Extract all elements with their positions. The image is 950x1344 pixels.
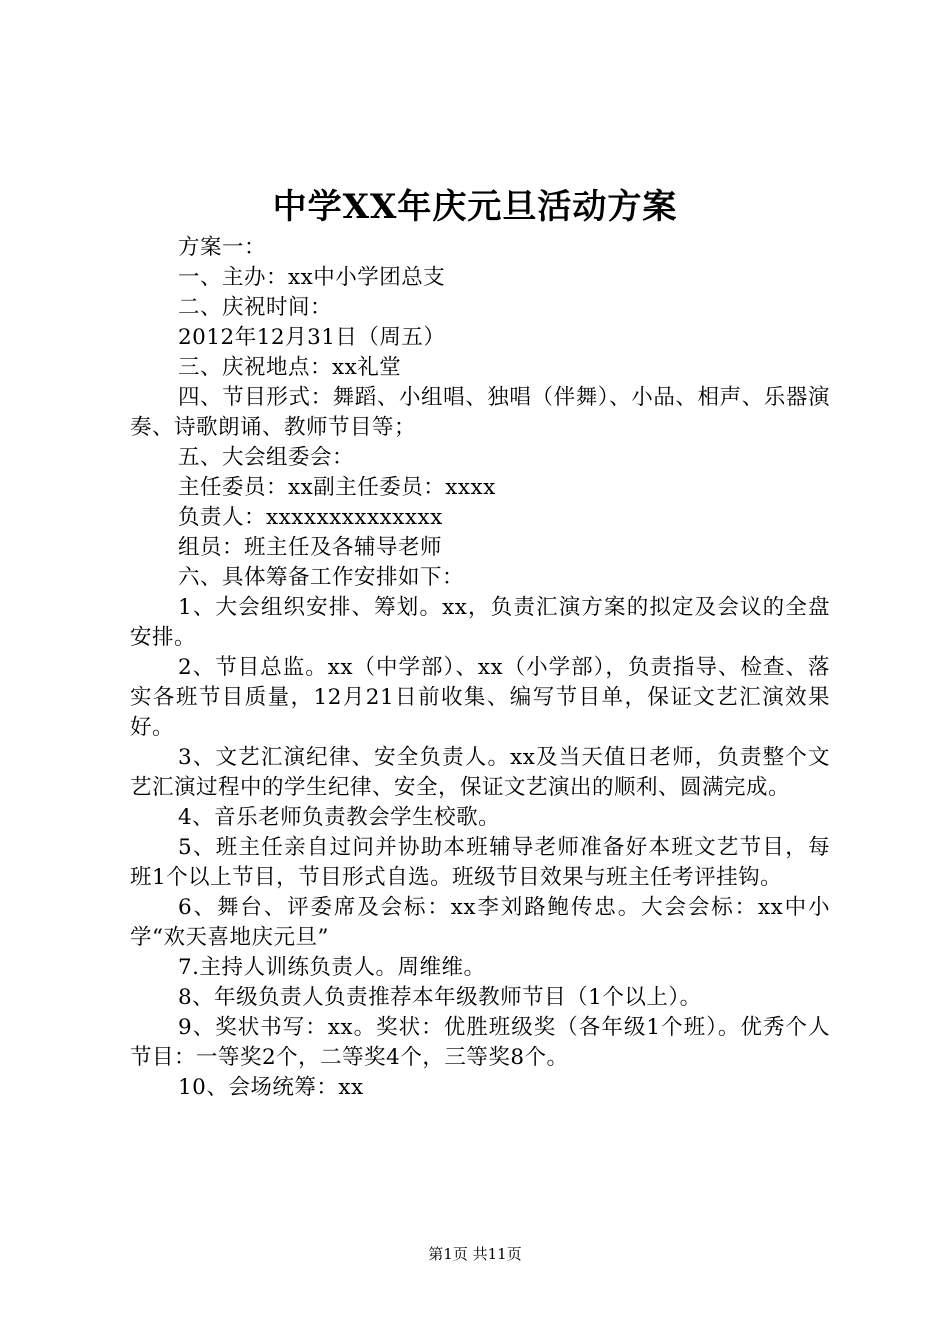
paragraph: 五、大会组委会： [178,445,355,470]
paragraph: 主任委员：xx副主任委员：xxxx [178,475,496,500]
paragraph: 1、大会组织安排、筹划。xx，负责汇演方案的拟定及会议的全盘安排。 [130,595,830,650]
paragraph: 3、文艺汇演纪律、安全负责人。xx及当天值日老师，负责整个文艺汇演过程中的学生纪律、安全，保证文艺演出的顺利、圆满完成。 [130,745,830,800]
paragraph: 方案一： [178,235,267,260]
paragraph: 5、班主任亲自过问并协助本班辅导老师准备好本班文艺节目，每班1个以上节目，节目形式自选。班级节目效果与班主任考评挂钩。 [130,835,830,890]
document-title: 中学XX年庆元旦活动方案 [272,187,678,227]
paragraph: 8、年级负责人负责推荐本年级教师节目（1个以上）。 [178,985,702,1010]
paragraph: 6、舞台、评委席及会标：xx李刘路鲍传忠。大会会标：xx中小学“欢天喜地庆元旦” [130,895,830,950]
paragraph: 二、庆祝时间： [178,295,333,320]
paragraph: 四、节目形式：舞蹈、小组唱、独唱（伴舞）、小品、相声、乐器演奏、诗歌朗诵、教师节目等； [130,385,830,440]
paragraph: 负责人：xxxxxxxxxxxxxx [178,505,443,530]
paragraph: 7.主持人训练负责人。周维维。 [178,955,486,980]
paragraph: 三、庆祝地点：xx礼堂 [178,355,402,380]
paragraph: 组员：班主任及各辅导老师 [178,535,443,560]
page-footer: 第1页 共11页 [428,1245,522,1263]
paragraph: 六、具体筹备工作安排如下： [178,565,465,590]
paragraph: 2012年12月31日（周五） [178,325,446,350]
paragraph: 9、奖状书写：xx。奖状：优胜班级奖（各年级1个班）。优秀个人节目：一等奖2个，二等奖4个，三等奖8个。 [130,1015,830,1070]
document-body [130,233,830,1103]
paragraph: 4、音乐老师负责教会学生校歌。 [178,805,501,830]
paragraph: 2、节目总监。xx（中学部）、xx（小学部），负责指导、检查、落实各班节目质量，12月21日前收集、编写节目单，保证文艺汇演效果好。 [130,655,830,740]
paragraph: 10、会场统筹：xx [178,1075,364,1100]
paragraph: 一、主办：xx中小学团总支 [178,265,446,290]
